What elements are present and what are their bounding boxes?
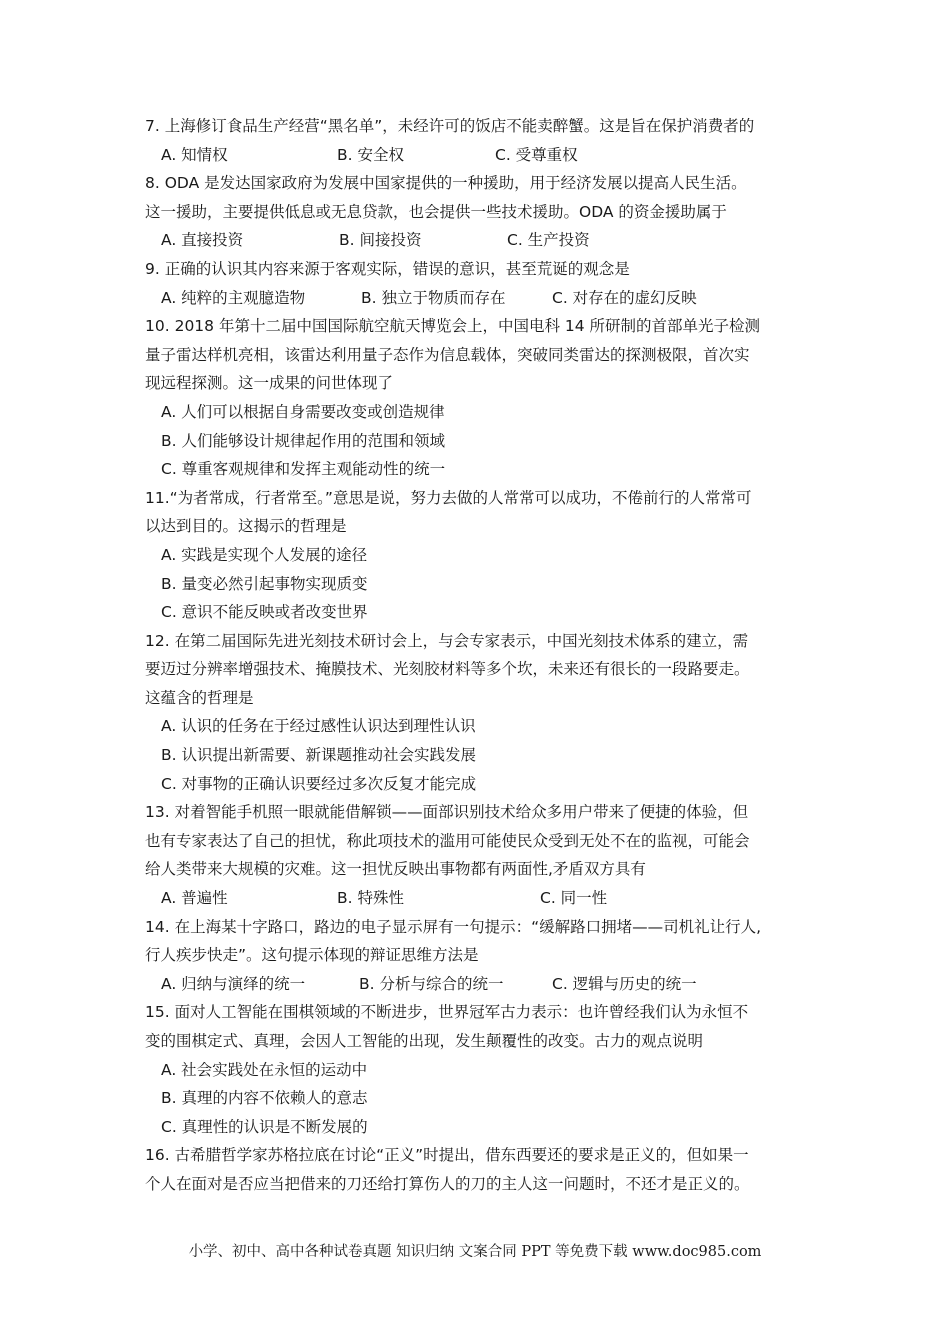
question-12 <box>145 627 825 799</box>
options-row <box>145 884 825 913</box>
question-text: 现远程探测。这一成果的问世体现了 <box>145 374 394 393</box>
option-b: B. 认识提出新需要、新课题推动社会实践发展 <box>161 746 476 765</box>
options-row <box>145 284 825 313</box>
option-a: A. 实践是实现个人发展的途径 <box>161 545 368 564</box>
option-a: A. 纯粹的主观臆造物 <box>161 288 306 307</box>
question-text: 变的围棋定式、真理，会因人工智能的出现，发生颠覆性的改变。古力的观点说明 <box>145 1032 704 1050</box>
question-15 <box>145 998 825 1141</box>
option-c: C. 对存在的虚幻反映 <box>552 288 697 307</box>
option-a: A. 直接投资 <box>161 231 244 250</box>
option-b: B. 独立于物质而存在 <box>361 288 506 307</box>
question-text: 行人疾步快走”。这句提示体现的辩证思维方法是 <box>145 946 479 965</box>
question-14 <box>145 913 825 999</box>
question-text: 11.“为者常成，行者常至。”意思是说，努力去做的人常常可以成功，不倦前行的人常常可 <box>145 488 752 507</box>
question-text: 12. 在第二届国际先进光刻技术研讨会上，与会专家表示，中国光刻技术体系的建立，需 <box>145 631 749 650</box>
option-c: C. 生产投资 <box>507 231 590 250</box>
question-text: 15. 面对人工智能在围棋领域的不断进步，世界冠军古力表示：也许曾经我们认为永恒不 <box>145 1003 749 1022</box>
option-a: A. 人们可以根据自身需要改变或创造规律 <box>161 402 445 421</box>
option-c: C. 真理性的认识是不断发展的 <box>161 1117 368 1136</box>
option-a: A. 知情权 <box>161 145 228 164</box>
question-text: 以达到目的。这揭示的哲理是 <box>145 517 347 536</box>
option-b: B. 分析与综合的统一 <box>359 974 504 993</box>
question-text: 9. 正确的认识其内容来源于客观实际，错误的意识，甚至荒诞的观念是 <box>145 259 630 278</box>
options-row <box>145 226 825 255</box>
option-b: B. 间接投资 <box>339 231 422 250</box>
question-text: 这蕴含的哲理是 <box>145 688 254 707</box>
question-10 <box>145 312 825 484</box>
question-text: 个人在面对是否应当把借来的刀还给打算伤人的刀的主人这一问题时，不还才是正义的。 <box>145 1174 750 1193</box>
option-c: C. 对事物的正确认识要经过多次反复才能完成 <box>161 774 477 793</box>
question-text: 7. 上海修订食品生产经营“黑名单”，未经许可的饭店不能卖醉蟹。这是旨在保护消费者的 <box>145 117 755 135</box>
question-text: 要迈过分辨率增强技术、掩膜技术、光刻胶材料等多个坎，未来还有很长的一段路要走。 <box>145 660 750 679</box>
question-8 <box>145 169 825 255</box>
option-b: B. 特殊性 <box>337 889 404 908</box>
option-b: B. 人们能够设计规律起作用的范围和领域 <box>161 431 445 450</box>
option-a: A. 社会实践处在永恒的运动中 <box>161 1060 368 1079</box>
option-c: C. 受尊重权 <box>495 145 578 164</box>
question-text: 8. ODA 是发达国家政府为发展中国家提供的一种援助，用于经济发展以提高人民生活。 <box>145 174 747 193</box>
question-text: 给人类带来大规模的灾难。这一担忧反映出事物都有两面性,矛盾双方具有 <box>145 860 646 879</box>
question-text: 14. 在上海某十字路口，路边的电子显示屏有一句提示：“缓解路口拥堵——司机礼让行人, <box>145 917 762 936</box>
option-c: C. 同一性 <box>540 889 608 908</box>
option-c: C. 逻辑与历史的统一 <box>552 974 697 993</box>
page-footer: 小学、初中、高中各种试卷真题 知识归纳 文案合同 PPT 等免费下载 www.doc985.com <box>188 1244 762 1260</box>
question-text: 量子雷达样机亮相，该雷达利用量子态作为信息载体，突破同类雷达的探测极限，首次实 <box>145 345 750 364</box>
question-text: 也有专家表达了自己的担忧，称此项技术的滥用可能使民众受到无处不在的监视，可能会 <box>145 831 750 850</box>
option-a: A. 认识的任务在于经过感性认识达到理性认识 <box>161 717 476 736</box>
question-11 <box>145 484 825 627</box>
option-a: A. 归纳与演绎的统一 <box>161 974 306 993</box>
option-b: B. 安全权 <box>337 145 404 164</box>
option-c: C. 尊重客观规律和发挥主观能动性的统一 <box>161 460 446 479</box>
question-text: 16. 古希腊哲学家苏格拉底在讨论“正义”时提出，借东西要还的要求是正义的，但如果一 <box>145 1146 749 1165</box>
question-13 <box>145 798 825 912</box>
option-b: B. 量变必然引起事物实现质变 <box>161 574 368 593</box>
question-9 <box>145 255 825 312</box>
question-text: 13. 对着智能手机照一眼就能借解锁——面部识别技术给众多用户带来了便捷的体验，但 <box>145 803 749 822</box>
question-16 <box>145 1141 825 1198</box>
question-list <box>145 112 825 1199</box>
options-row <box>145 141 825 170</box>
options-row <box>145 970 825 999</box>
option-a: A. 普遍性 <box>161 889 228 908</box>
question-text: 这一援助，主要提供低息或无息贷款，也会提供一些技术援助。ODA 的资金援助属于 <box>145 202 727 221</box>
option-c: C. 意识不能反映或者改变世界 <box>161 603 368 622</box>
option-b: B. 真理的内容不依赖人的意志 <box>161 1089 368 1108</box>
question-text: 10. 2018 年第十二届中国国际航空航天博览会上，中国电科 14 所研制的首部单光子检测 <box>145 317 761 336</box>
question-7 <box>145 112 825 169</box>
